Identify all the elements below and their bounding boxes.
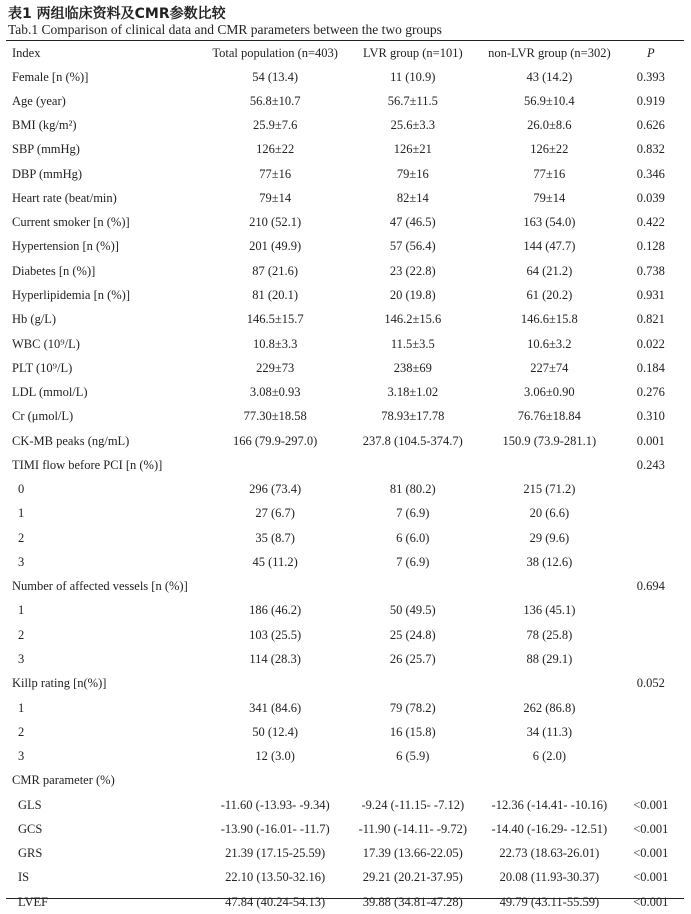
row-label: 1 bbox=[18, 603, 25, 618]
row-label: GCS bbox=[18, 821, 43, 836]
header-non-lvr: non-LVR group (n=302) bbox=[488, 45, 611, 60]
p-value: 0.276 bbox=[636, 385, 665, 400]
row-label: Diabetes [n (%)] bbox=[12, 263, 96, 278]
p-value: <0.001 bbox=[633, 870, 669, 885]
lvr-value: 11.5±3.5 bbox=[390, 336, 435, 351]
lvr-value: 11 (10.9) bbox=[390, 69, 436, 84]
non-lvr-value: 77±16 bbox=[533, 166, 566, 181]
table-row bbox=[6, 647, 684, 671]
total-value: 166 (79.9-297.0) bbox=[232, 433, 318, 448]
table-row bbox=[6, 89, 684, 113]
row-label: CK-MB peaks (ng/mL) bbox=[12, 433, 130, 448]
p-value: 0.393 bbox=[636, 69, 665, 84]
total-value: 79±14 bbox=[259, 190, 292, 205]
non-lvr-value bbox=[481, 575, 617, 599]
total-value: 81 (20.1) bbox=[252, 288, 299, 303]
lvr-value: 25.6±3.3 bbox=[390, 118, 435, 133]
lvr-value: 26 (25.7) bbox=[389, 652, 436, 666]
non-lvr-value: 38 (12.6) bbox=[526, 554, 573, 569]
lvr-value: 238±69 bbox=[393, 360, 432, 375]
non-lvr-value: 150.9 (73.9-281.1) bbox=[502, 433, 597, 448]
non-lvr-value: 88 (29.1) bbox=[526, 652, 573, 666]
p-value bbox=[618, 599, 684, 623]
row-label: LVEF bbox=[18, 894, 49, 909]
total-value: 45 (11.2) bbox=[252, 554, 298, 569]
p-value bbox=[618, 647, 684, 671]
p-value bbox=[618, 550, 684, 574]
total-value: 47.84 (40.24-54.13) bbox=[225, 894, 326, 909]
lvr-value: 7 (6.9) bbox=[396, 506, 430, 521]
table-row bbox=[6, 575, 684, 599]
row-label: 3 bbox=[18, 749, 25, 764]
table-title-chinese: 表1 两组临床资料及CMR参数比较 bbox=[8, 6, 226, 22]
lvr-value: 237.8 (104.5-374.7) bbox=[362, 433, 463, 448]
table-row bbox=[6, 478, 684, 502]
total-value: 56.8±10.7 bbox=[249, 93, 301, 108]
table-row bbox=[6, 429, 684, 453]
table-row bbox=[6, 866, 684, 890]
non-lvr-value: 3.06±0.90 bbox=[524, 385, 575, 400]
p-value: 0.738 bbox=[636, 263, 665, 278]
non-lvr-value: 20 (6.6) bbox=[529, 506, 570, 521]
lvr-value: 81 (80.2) bbox=[389, 482, 436, 497]
table-row bbox=[6, 502, 684, 526]
total-value: 54 (13.4) bbox=[252, 69, 299, 84]
non-lvr-value: 262 (86.8) bbox=[523, 700, 576, 715]
p-value: 0.919 bbox=[636, 93, 665, 108]
p-value: <0.001 bbox=[633, 846, 669, 861]
total-value: 3.08±0.93 bbox=[249, 385, 301, 400]
row-label: GRS bbox=[18, 846, 43, 861]
total-value bbox=[206, 575, 345, 599]
table-row bbox=[6, 793, 684, 817]
row-label: 0 bbox=[18, 482, 25, 497]
total-value: 146.5±15.7 bbox=[246, 312, 304, 327]
table-row bbox=[6, 623, 684, 647]
p-value: 0.243 bbox=[636, 457, 665, 472]
p-value: 0.346 bbox=[636, 166, 665, 181]
non-lvr-value: 136 (45.1) bbox=[523, 603, 576, 618]
lvr-value: 78.93±17.78 bbox=[381, 409, 445, 424]
non-lvr-value: 20.08 (11.93-30.37) bbox=[499, 870, 600, 885]
total-value: 27 (6.7) bbox=[255, 506, 295, 521]
p-value: 0.001 bbox=[636, 433, 665, 448]
row-label: 2 bbox=[18, 530, 25, 545]
p-value bbox=[618, 744, 684, 768]
row-label: Female [n (%)] bbox=[12, 69, 89, 84]
total-value: 77.30±18.58 bbox=[243, 409, 307, 424]
p-value: 0.184 bbox=[636, 360, 665, 375]
total-value: 201 (49.9) bbox=[249, 239, 302, 254]
lvr-value: 17.39 (13.66-22.05) bbox=[362, 846, 463, 861]
p-value bbox=[618, 696, 684, 720]
row-label: Current smoker [n (%)] bbox=[12, 215, 130, 230]
row-label: 1 bbox=[18, 700, 25, 715]
row-label: 3 bbox=[18, 554, 25, 569]
table-row bbox=[6, 769, 684, 793]
row-label: 1 bbox=[18, 506, 25, 521]
non-lvr-value: 56.9±10.4 bbox=[524, 93, 575, 108]
table-title-english: Tab.1 Comparison of clinical data and CMR parameters between the two groups bbox=[8, 22, 442, 37]
non-lvr-value: 79±14 bbox=[533, 190, 566, 205]
row-label: CMR parameter (%) bbox=[12, 773, 115, 788]
lvr-value: 57 (56.4) bbox=[389, 239, 436, 254]
table-row bbox=[6, 259, 684, 283]
table-row bbox=[6, 696, 684, 720]
header-row bbox=[6, 41, 684, 65]
non-lvr-value bbox=[481, 672, 617, 696]
non-lvr-value: 22.73 (18.63-26.01) bbox=[499, 846, 600, 861]
total-value bbox=[206, 453, 345, 477]
p-value: 0.931 bbox=[636, 288, 665, 303]
lvr-value: 56.7±11.5 bbox=[387, 93, 438, 108]
header-p: P bbox=[646, 45, 655, 60]
table-row bbox=[6, 65, 684, 89]
p-value bbox=[618, 720, 684, 744]
non-lvr-value bbox=[481, 769, 617, 793]
non-lvr-value: 6 (2.0) bbox=[532, 749, 567, 764]
table-row bbox=[6, 842, 684, 866]
total-value: 296 (73.4) bbox=[249, 482, 302, 497]
table-row bbox=[6, 405, 684, 429]
non-lvr-value: 76.76±18.84 bbox=[517, 409, 581, 424]
total-value: 87 (21.6) bbox=[252, 263, 299, 278]
row-label: 3 bbox=[18, 652, 25, 666]
table-row bbox=[6, 380, 684, 404]
table-row bbox=[6, 526, 684, 550]
total-value: 114 (28.3) bbox=[249, 652, 301, 666]
table-row bbox=[6, 114, 684, 138]
lvr-value: 79±16 bbox=[396, 166, 429, 181]
lvr-value: 39.88 (34.81-47.28) bbox=[362, 894, 463, 909]
non-lvr-value: 146.6±15.8 bbox=[520, 312, 578, 327]
comparison-table bbox=[6, 41, 684, 914]
lvr-value bbox=[344, 575, 481, 599]
table-row bbox=[6, 672, 684, 696]
p-value: <0.001 bbox=[633, 797, 669, 812]
lvr-value: 50 (49.5) bbox=[389, 603, 436, 618]
table-row bbox=[6, 283, 684, 307]
header-total: Total population (n=403) bbox=[212, 45, 338, 60]
non-lvr-value: 26.0±8.6 bbox=[527, 118, 572, 133]
row-label: 2 bbox=[18, 724, 25, 739]
p-value bbox=[618, 769, 684, 793]
p-value: 0.022 bbox=[636, 336, 665, 351]
non-lvr-value: 10.6±3.2 bbox=[527, 336, 572, 351]
table-row bbox=[6, 308, 684, 332]
p-value bbox=[618, 502, 684, 526]
table-row bbox=[6, 550, 684, 574]
non-lvr-value: 78 (25.8) bbox=[526, 627, 573, 642]
row-label: Age (year) bbox=[12, 93, 66, 108]
non-lvr-value: 34 (11.3) bbox=[526, 724, 573, 739]
p-value: 0.694 bbox=[636, 579, 665, 594]
total-value bbox=[206, 769, 345, 793]
total-value: 50 (12.4) bbox=[252, 724, 299, 739]
total-value: 210 (52.1) bbox=[249, 215, 302, 230]
row-label: IS bbox=[18, 870, 30, 885]
total-value: 10.8±3.3 bbox=[252, 336, 298, 351]
total-value: 21.39 (17.15-25.59) bbox=[225, 846, 326, 861]
lvr-value: -11.90 (-14.11- -9.72) bbox=[358, 821, 467, 836]
total-value: 77±16 bbox=[259, 166, 292, 181]
total-value: 103 (25.5) bbox=[249, 627, 302, 642]
table-row bbox=[6, 235, 684, 259]
row-label: Heart rate (beat/min) bbox=[12, 190, 117, 205]
non-lvr-value: 64 (21.2) bbox=[526, 263, 573, 278]
p-value: <0.001 bbox=[633, 821, 669, 836]
p-value: 0.052 bbox=[636, 676, 665, 691]
p-value: 0.422 bbox=[636, 215, 665, 230]
total-value: -11.60 (-13.93- -9.34) bbox=[220, 797, 330, 812]
non-lvr-value: 144 (47.7) bbox=[523, 239, 576, 254]
table-row bbox=[6, 817, 684, 841]
bottom-rule bbox=[6, 898, 684, 899]
lvr-value bbox=[344, 453, 481, 477]
non-lvr-value: 61 (20.2) bbox=[526, 288, 573, 303]
row-label: Number of affected vessels [n (%)] bbox=[12, 579, 188, 594]
non-lvr-value: -14.40 (-16.29- -12.51) bbox=[491, 821, 608, 836]
lvr-value: 25 (24.8) bbox=[389, 627, 436, 642]
lvr-value: -9.24 (-11.15- -7.12) bbox=[361, 797, 465, 812]
row-label: 2 bbox=[18, 627, 25, 642]
row-label: Hb (g/L) bbox=[12, 312, 57, 327]
row-label: LDL (mmol/L) bbox=[12, 385, 88, 400]
lvr-value bbox=[344, 672, 481, 696]
row-label: Cr (μmol/L) bbox=[12, 409, 74, 424]
row-label: Hypertension [n (%)] bbox=[12, 239, 119, 254]
lvr-value: 3.18±1.02 bbox=[387, 385, 439, 400]
table-row bbox=[6, 138, 684, 162]
row-label: Killp rating [n(%)] bbox=[12, 676, 107, 691]
total-value: 126±22 bbox=[256, 142, 295, 157]
non-lvr-value: 227±74 bbox=[530, 360, 569, 375]
non-lvr-value: 49.79 (43.11-55.59) bbox=[499, 894, 600, 909]
lvr-value: 6 (5.9) bbox=[396, 749, 430, 764]
table-row bbox=[6, 356, 684, 380]
non-lvr-value: -12.36 (-14.41- -10.16) bbox=[491, 797, 608, 812]
p-value: 0.832 bbox=[636, 142, 665, 157]
lvr-value: 20 (19.8) bbox=[389, 288, 436, 303]
lvr-value: 16 (15.8) bbox=[389, 724, 436, 739]
non-lvr-value bbox=[481, 453, 617, 477]
lvr-value: 23 (22.8) bbox=[389, 263, 436, 278]
table-row bbox=[6, 211, 684, 235]
total-value: 229±73 bbox=[256, 360, 295, 375]
total-value: 341 (84.6) bbox=[249, 700, 302, 715]
table-row bbox=[6, 599, 684, 623]
non-lvr-value: 43 (14.2) bbox=[526, 69, 573, 84]
row-label: BMI (kg/m²) bbox=[12, 118, 77, 133]
lvr-value: 82±14 bbox=[396, 190, 429, 205]
p-value: 0.310 bbox=[636, 409, 665, 424]
non-lvr-value: 215 (71.2) bbox=[523, 482, 576, 497]
total-value: 22.10 (13.50-32.16) bbox=[225, 870, 326, 885]
lvr-value: 7 (6.9) bbox=[396, 554, 430, 569]
row-label: WBC (10⁹/L) bbox=[12, 336, 80, 351]
table-row bbox=[6, 162, 684, 186]
non-lvr-value: 29 (9.6) bbox=[529, 530, 570, 545]
table-row bbox=[6, 720, 684, 744]
table-row bbox=[6, 744, 684, 768]
total-value: 25.9±7.6 bbox=[252, 118, 298, 133]
header-index: Index bbox=[12, 45, 41, 60]
non-lvr-value: 163 (54.0) bbox=[523, 215, 576, 230]
p-value: 0.626 bbox=[636, 118, 665, 133]
table-body bbox=[6, 65, 684, 914]
lvr-value: 146.2±15.6 bbox=[384, 312, 442, 327]
total-value: 186 (46.2) bbox=[249, 603, 302, 618]
row-label: GLS bbox=[18, 797, 42, 812]
lvr-value: 79 (78.2) bbox=[389, 700, 436, 715]
p-value: 0.128 bbox=[636, 239, 665, 254]
p-value: <0.001 bbox=[633, 894, 669, 909]
p-value bbox=[618, 526, 684, 550]
table-row bbox=[6, 332, 684, 356]
row-label: SBP (mmHg) bbox=[12, 142, 80, 157]
total-value bbox=[206, 672, 345, 696]
non-lvr-value: 126±22 bbox=[530, 142, 569, 157]
lvr-value: 126±21 bbox=[393, 142, 432, 157]
lvr-value: 6 (6.0) bbox=[396, 530, 430, 545]
row-label: PLT (10⁹/L) bbox=[12, 360, 73, 375]
table-row bbox=[6, 890, 684, 914]
lvr-value bbox=[344, 769, 481, 793]
table-row bbox=[6, 186, 684, 210]
total-value: -13.90 (-16.01- -11.7) bbox=[220, 821, 330, 836]
row-label: TIMI flow before PCI [n (%)] bbox=[12, 457, 163, 472]
p-value bbox=[618, 623, 684, 647]
p-value: 0.821 bbox=[636, 312, 665, 327]
total-value: 35 (8.7) bbox=[255, 530, 295, 545]
table-row bbox=[6, 453, 684, 477]
p-value: 0.039 bbox=[636, 190, 665, 205]
lvr-value: 47 (46.5) bbox=[389, 215, 436, 230]
row-label: DBP (mmHg) bbox=[12, 166, 83, 181]
row-label: Hyperlipidemia [n (%)] bbox=[12, 288, 131, 303]
lvr-value: 29.21 (20.21-37.95) bbox=[362, 870, 463, 885]
total-value: 12 (3.0) bbox=[255, 749, 295, 764]
p-value bbox=[618, 478, 684, 502]
header-lvr: LVR group (n=101) bbox=[362, 45, 463, 60]
